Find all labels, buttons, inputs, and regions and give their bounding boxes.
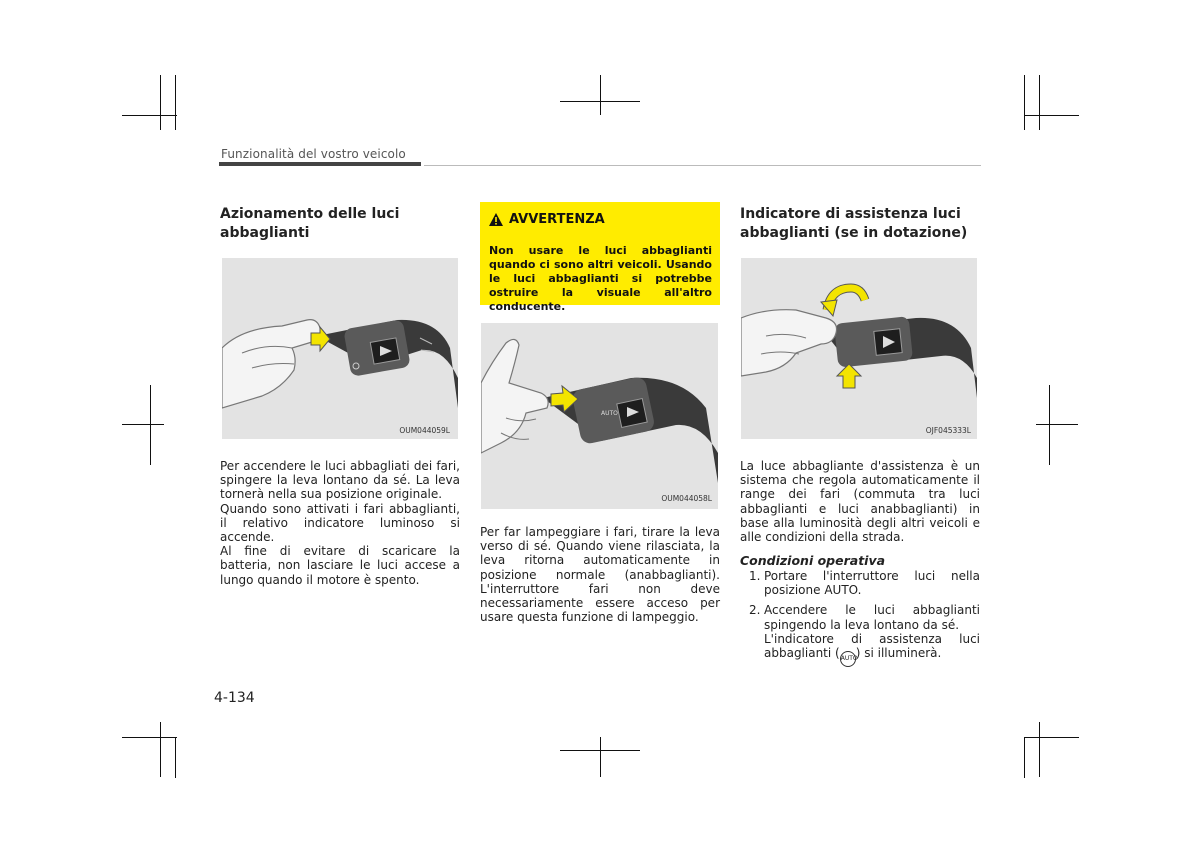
warning-box bbox=[480, 202, 720, 313]
subheading-conditions: Condizioni operativa bbox=[740, 553, 886, 568]
crop-mark bbox=[175, 75, 176, 130]
figure-code: OUM044059L bbox=[399, 426, 450, 435]
crop-mark bbox=[150, 385, 151, 465]
crop-mark bbox=[600, 737, 601, 777]
high-beam-assist-illustration bbox=[741, 258, 977, 439]
col2-body: Per far lampeggiare i fari, tirare la leva verso di sé. Quando viene rilasciata, la leva ritorna automaticamente in posizione normale (anabbaglianti). L'interruttore fari non deve necessariamente essere acceso per usare questa funzione di lampeggio. bbox=[480, 525, 720, 625]
step-item bbox=[740, 569, 980, 597]
step-item bbox=[740, 603, 980, 667]
step-number: 2. bbox=[749, 603, 761, 618]
crop-mark bbox=[1039, 722, 1040, 777]
figure-code: OJF045333L bbox=[925, 426, 971, 435]
crop-mark bbox=[1024, 737, 1079, 738]
step-note-before: L'indicatore di assistenza luci abbaglianti ( bbox=[764, 631, 980, 661]
step-text: Portare l'interruttore luci nella posizione AUTO. bbox=[764, 569, 980, 598]
section-title: Funzionalità del vostro veicolo bbox=[221, 147, 406, 161]
figure-lever-push bbox=[222, 258, 458, 439]
crop-mark bbox=[122, 115, 177, 116]
step-text: Accendere le luci abbaglianti spingendo la leva lontano da sé. bbox=[764, 603, 980, 632]
warning-title: AVVERTENZA bbox=[509, 212, 605, 227]
step-note-after: ) si illuminerà. bbox=[855, 646, 942, 661]
warning-icon bbox=[489, 213, 503, 226]
crop-mark bbox=[560, 101, 640, 102]
crop-mark bbox=[1024, 115, 1079, 116]
figure-lever-pull bbox=[481, 323, 718, 509]
figure-code: OUM044058L bbox=[661, 494, 712, 503]
crop-mark bbox=[160, 75, 161, 130]
col3-body: La luce abbagliante d'assistenza è un sistema che regola automaticamente il range dei fari (commuta tra luci abbaglianti e luci anabbaglianti) in base alla luminosità degli altri veicoli e alle condizioni della strada. bbox=[740, 459, 980, 545]
svg-text:AUTO: AUTO bbox=[601, 410, 618, 417]
page-number: 4-134 bbox=[214, 690, 255, 706]
warning-title-row bbox=[489, 212, 605, 227]
crop-mark bbox=[1036, 424, 1078, 425]
paragraph: Al fine di evitare di scaricare la batteria, non lasciare le luci accese a lungo quando il motore è spento. bbox=[220, 544, 460, 587]
lever-push-illustration bbox=[222, 258, 458, 439]
crop-mark bbox=[1049, 385, 1050, 465]
crop-mark bbox=[600, 75, 601, 115]
crop-mark bbox=[122, 424, 164, 425]
paragraph: Per accendere le luci abbagliati dei fari, spingere la leva lontano da sé. La leva tornerà nella sua posizione originale. bbox=[220, 459, 460, 502]
header-bar bbox=[219, 162, 421, 166]
crop-mark bbox=[1039, 75, 1040, 130]
steps-list bbox=[740, 569, 980, 673]
lever-pull-illustration bbox=[481, 323, 718, 509]
crop-mark bbox=[1024, 75, 1025, 130]
paragraph: Quando sono attivati i fari abbaglianti, il relativo indicatore luminoso si accende. bbox=[220, 501, 460, 545]
heading-high-beam-assist: Indicatore di assistenza luci abbaglianti (se in dotazione) bbox=[740, 206, 968, 241]
crop-mark bbox=[160, 722, 161, 777]
crop-mark bbox=[560, 750, 640, 751]
col1-body bbox=[220, 459, 460, 587]
crop-mark bbox=[122, 737, 177, 738]
header-rule bbox=[424, 165, 981, 166]
step-number: 1. bbox=[749, 569, 761, 583]
warning-text: Non usare le luci abbaglianti quando ci sono altri veicoli. Usando le luci abbaglianti si potrebbe ostruire la visuale all'altro conducente. bbox=[489, 244, 712, 313]
figure-high-beam-assist bbox=[741, 258, 977, 439]
crop-mark bbox=[175, 738, 176, 778]
high-beam-assist-icon: AUTO bbox=[840, 651, 856, 667]
crop-mark bbox=[1024, 738, 1025, 778]
heading-high-beam: Azionamento delle luci abbaglianti bbox=[220, 206, 400, 241]
